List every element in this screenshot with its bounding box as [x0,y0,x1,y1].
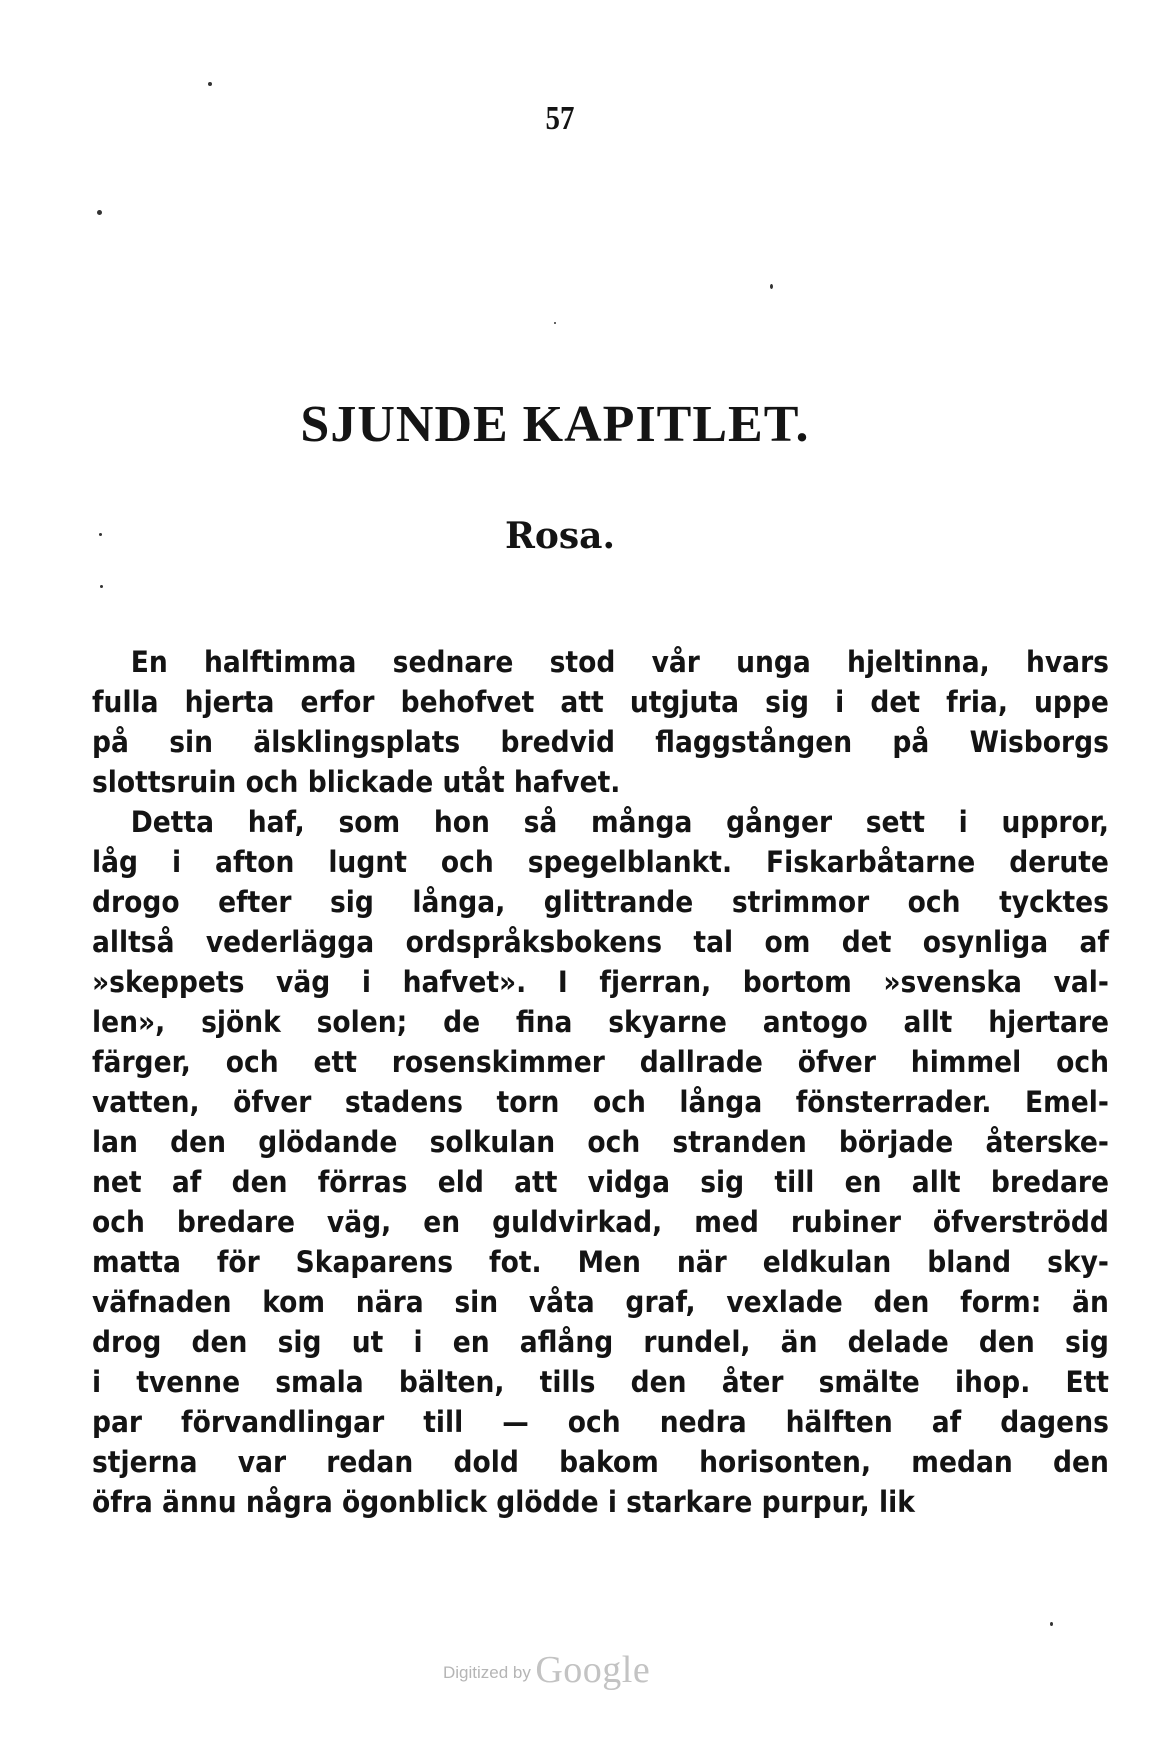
text-line: drogo efter sig långa, glittrande strimmor och tycktes [92,885,1109,919]
text-line: »skeppets väg i hafvet». I fjerran, bortom »svenska val- [92,965,1109,999]
watermark-brand: Google [535,1649,651,1691]
text-line: öfra ännu några ögonblick glödde i starkare purpur, lik [92,1485,915,1519]
print-speck [770,284,773,289]
page-number: 57 [545,100,575,137]
watermark-prefix: Digitized by [443,1663,531,1682]
text-line: låg i afton lugnt och spegelblankt. Fiskarbåtarne derute [92,845,1109,879]
print-speck [100,585,103,588]
body-text [92,642,1109,1522]
text-line: alltså vederlägga ordspråksbokens tal om det osynliga af [92,925,1109,959]
text-line: vatten, öfver stadens torn och långa fönsterrader. Emel- [92,1085,1109,1119]
print-speck [208,82,212,86]
text-line: Detta haf, som hon så många gånger sett i uppror, [130,805,1109,839]
print-speck [99,533,102,536]
text-line: drog den sig ut i en aflång rundel, än delade den sig [92,1325,1109,1359]
text-line: par förvandlingar till — och nedra hälften af dagens [92,1405,1109,1439]
print-speck [97,210,102,215]
text-line: stjerna var redan dold bakom horisonten, medan den [92,1445,1109,1479]
text-line: slottsruin och blickade utåt hafvet. [92,765,621,799]
text-line: väfnaden kom nära sin våta graf, vexlade den form: än [92,1285,1109,1319]
text-line: och bredare väg, en guldvirkad, med rubiner öfverströdd [92,1205,1109,1239]
digitized-by-google-watermark [443,1648,650,1692]
text-line: len», sjönk solen; de fina skyarne antogo allt hjertare [92,1005,1109,1039]
chapter-title: SJUNDE KAPITLET. [300,396,810,453]
print-speck [554,322,556,324]
text-line: net af den förras eld att vidga sig till en allt bredare [92,1165,1109,1199]
text-line: matta för Skaparens fot. Men när eldkulan bland sky- [92,1245,1109,1279]
text-line: i tvenne smala bälten, tills den åter smälte ihop. Ett [92,1365,1109,1399]
text-line: färger, och ett rosenskimmer dallrade öfver himmel och [92,1045,1109,1079]
text-line: lan den glödande solkulan och stranden började återske- [92,1125,1109,1159]
text-line: En halftimma sednare stod vår unga hjeltinna, hvars [130,645,1109,679]
chapter-subtitle: Rosa. [504,515,616,557]
print-speck [1050,1622,1053,1626]
text-line: fulla hjerta erfor behofvet att utgjuta sig i det fria, uppe [92,685,1109,719]
text-line: på sin älsklingsplats bredvid flaggstången på Wisborgs [92,725,1109,759]
